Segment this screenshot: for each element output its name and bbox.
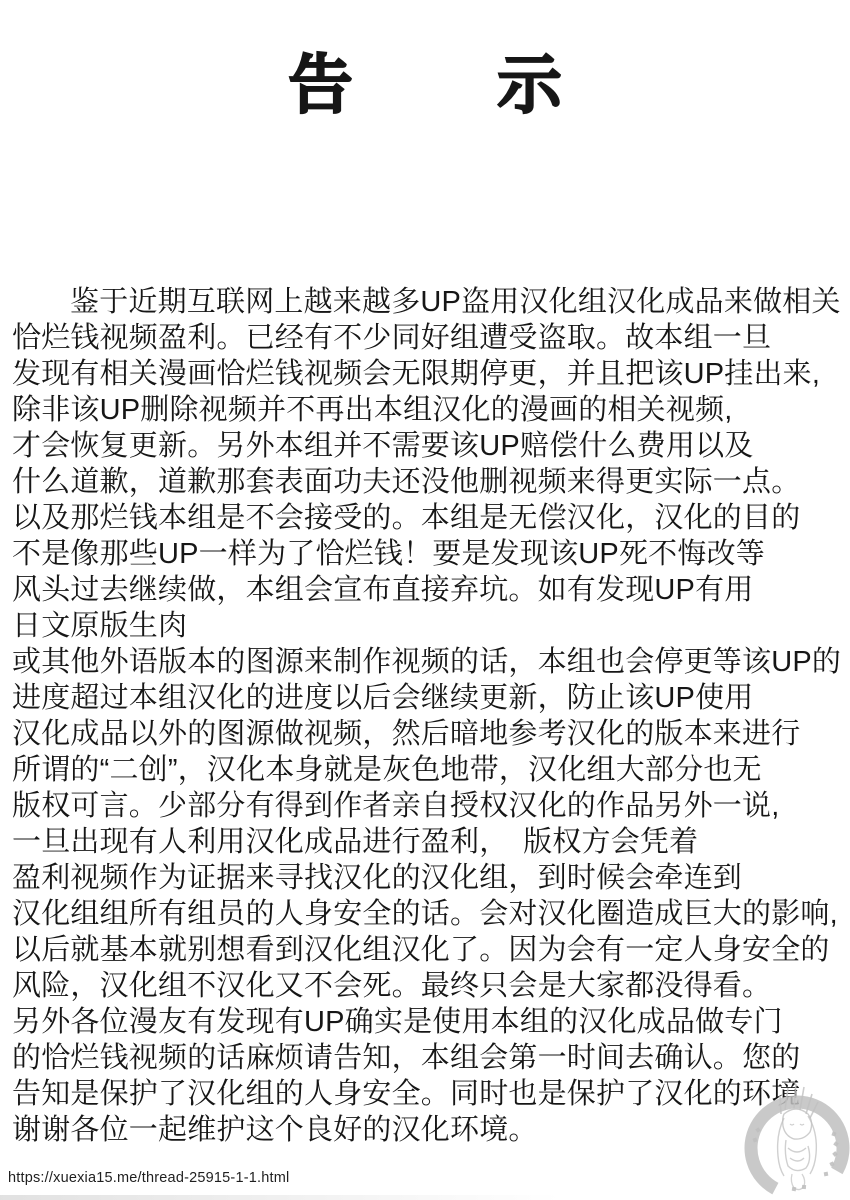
- title-char-2: 示: [497, 49, 562, 121]
- body-line: 不是像那些UP一样为了恰烂钱！要是发现该UP死不悔改等: [12, 538, 765, 570]
- body-line: 除非该UP删除视频并不再出本组汉化的漫画的相关视频,: [12, 394, 733, 426]
- body-line: 所谓的“二创”，汉化本身就是灰色地带，汉化组大部分也无: [12, 754, 762, 786]
- source-url-text: https://xuexia15.me/thread-25915-1-1.html: [8, 1170, 290, 1186]
- body-line: 风头过去继续做，本组会宣布直接弃坑。如有发现UP有用: [12, 574, 754, 606]
- body-line: 告知是保护了汉化组的人身安全。同时也是保护了汉化的环境: [12, 1078, 801, 1110]
- body-line: 什么道歉，道歉那套表面功夫还没他删视频来得更实际一点。: [12, 466, 801, 498]
- body-line: 或其他外语版本的图源来制作视频的话，本组也会停更等该UP的: [12, 646, 842, 678]
- body-line: 才会恢复更新。另外本组并不需要该UP赔偿什么费用以及: [12, 430, 754, 462]
- body-line: 的恰烂钱视频的话麻烦请告知，本组会第一时间去确认。您的: [12, 1042, 801, 1074]
- body-line: 鉴于近期互联网上越来越多UP盗用汉化组汉化成品来做相关: [70, 286, 841, 318]
- body-line: 以及那烂钱本组是不会接受的。本组是无偿汉化，汉化的目的: [12, 502, 801, 534]
- body-line: 版权可言。少部分有得到作者亲自授权汉化的作品另外一说,: [12, 790, 780, 822]
- body-line: 风险，汉化组不汉化又不会死。最终只会是大家都没得看。: [12, 970, 772, 1002]
- group-stamp-watermark-icon: [740, 1082, 850, 1200]
- title-char-1: 告: [288, 49, 353, 121]
- body-line: 恰烂钱视频盈利。已经有不少同好组遭受盗取。故本组一旦: [12, 322, 772, 354]
- body-line: 汉化成品以外的图源做视频，然后暗地参考汉化的版本来进行: [12, 718, 801, 750]
- body-line: 发现有相关漫画恰烂钱视频会无限期停更，并且把该UP挂出来,: [12, 358, 821, 390]
- body-line: 进度超过本组汉化的进度以后会继续更新，防止该UP使用: [12, 682, 754, 714]
- body-line: 汉化组组所有组员的人身安全的话。会对汉化圈造成巨大的影响,: [12, 898, 838, 930]
- body-line: 盈利视频作为证据来寻找汉化的汉化组，到时候会牵连到: [12, 862, 743, 894]
- page-edge-shadow: [0, 1195, 560, 1200]
- notice-body-text: [12, 284, 844, 1148]
- body-line: 日文原版生肉: [12, 610, 188, 642]
- page-title: [0, 49, 850, 121]
- body-line: 以后就基本就别想看到汉化组汉化了。因为会有一定人身安全的: [12, 934, 830, 966]
- body-line: 一旦出现有人利用汉化成品进行盈利， 版权方会凭着: [12, 826, 699, 858]
- body-line: 另外各位漫友有发现有UP确实是使用本组的汉化成品做专门: [12, 1006, 783, 1038]
- body-line: 谢谢各位一起维护这个良好的汉化环境。: [12, 1114, 538, 1146]
